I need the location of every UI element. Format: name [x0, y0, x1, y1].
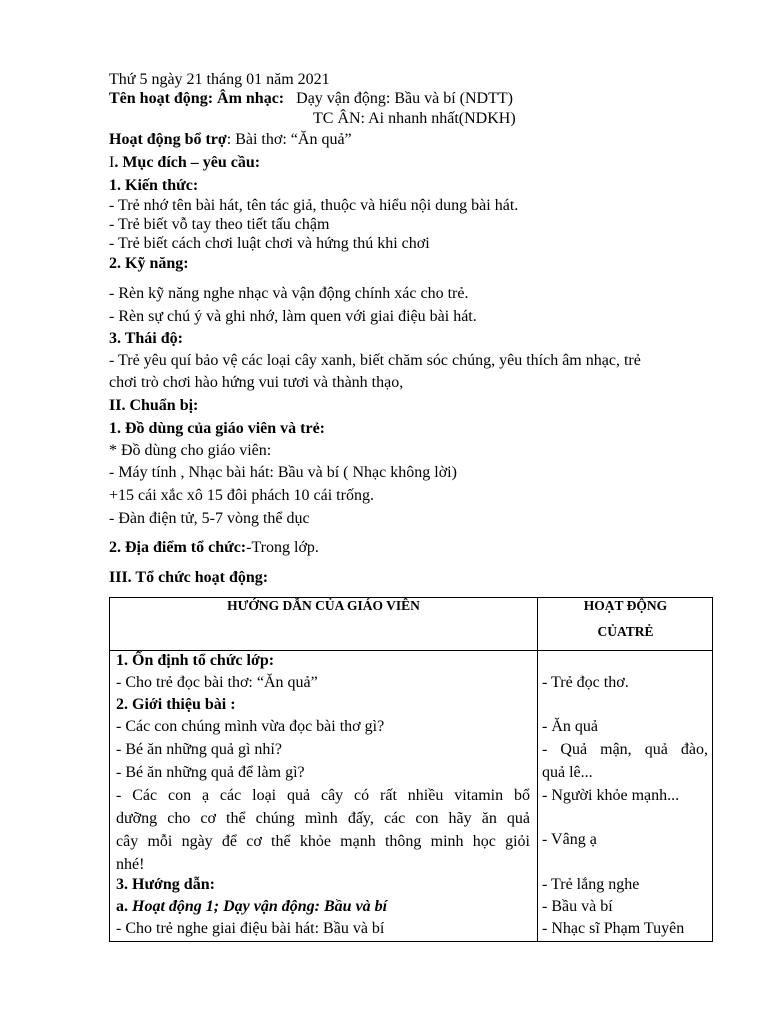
- skills-item: - Rèn kỹ năng nghe nhạc và vận động chính xác cho trẻ.: [109, 285, 469, 302]
- child-response: - Người khỏe mạnh...: [542, 787, 680, 804]
- section-3-title: III. Tổ chức hoạt động:: [109, 569, 269, 586]
- place-value: -Trong lớp.: [246, 539, 319, 556]
- knowledge-title: 1. Kiến thức:: [109, 177, 199, 194]
- knowledge-item: - Trẻ nhớ tên bài hát, tên tác giả, thuộc và hiểu nội dung bài hát.: [109, 197, 519, 214]
- teacher-line: dưỡng cho cơ thể chúng mình đấy, các con hãy ăn quả: [116, 810, 530, 827]
- step-stabilize-title: 1. Ổn định tổ chức lớp:: [116, 652, 275, 669]
- game-line: TC ÂN: Ai nhanh nhất(NDKH): [313, 110, 516, 127]
- child-response: - Bầu và bí: [542, 898, 613, 915]
- teacher-line: - Các con ạ các loại quả cây có rất nhiều vitamin bổ: [116, 787, 530, 804]
- attitude-title: 3. Thái độ:: [109, 330, 183, 347]
- attitude-item: chơi trò chơi hào hứng vui tươi và thành thạo,: [109, 374, 404, 391]
- skills-item: - Rèn sự chú ý và ghi nhớ, làm quen với giai điệu bài hát.: [109, 308, 477, 325]
- activity-table: [109, 597, 713, 942]
- tools-item: +15 cái xắc xô 15 đôi phách 10 cái trống.: [109, 487, 374, 504]
- activity-label: Tên hoạt động: Âm nhạc:: [109, 90, 285, 107]
- tools-item: * Đồ dùng cho giáo viên:: [109, 442, 272, 459]
- activity-1-title: a. Hoạt động 1; Dạy vận động: Bầu và bí: [116, 898, 388, 915]
- tools-item: - Máy tính , Nhạc bài hát: Bầu và bí ( Nhạc không lời): [109, 464, 457, 481]
- skills-title: 2. Kỹ năng:: [109, 255, 189, 272]
- teacher-line: - Bé ăn những quả để làm gì?: [116, 764, 305, 781]
- child-response: - Nhạc sĩ Phạm Tuyên: [542, 920, 685, 937]
- tools-title: 1. Đồ dùng của giáo viên và trẻ:: [109, 420, 325, 437]
- knowledge-item: - Trẻ biết cách chơi luật chơi và hứng thú khi chơi: [109, 235, 430, 252]
- tools-item: - Đàn điện tử, 5-7 vòng thể dục: [109, 510, 310, 527]
- activity-name: [109, 89, 513, 109]
- teacher-line: - Cho trẻ nghe giai điệu bài hát: Bầu và bí: [116, 920, 385, 937]
- place: [109, 538, 319, 558]
- support-activity: [109, 130, 352, 150]
- teacher-line: - Cho trẻ đọc bài thơ: “Ăn quả”: [116, 674, 318, 691]
- knowledge-item: - Trẻ biết vỗ tay theo tiết tấu chậm: [109, 216, 330, 233]
- support-label: Hoạt động bổ trợ: [109, 131, 227, 148]
- child-response: - Ăn quả: [542, 718, 598, 735]
- child-response: quả lê...: [542, 764, 593, 781]
- header-teacher: HƯỚNG DẪN CỦA GIÁO VIÊN: [227, 598, 420, 613]
- teacher-line: cây mỗi ngày để cơ thể khỏe mạnh thông minh học giỏi: [116, 833, 530, 850]
- place-label: 2. Địa điểm tổ chức:: [109, 539, 247, 556]
- header-child-1: HOẠT ĐỘNG: [583, 598, 668, 613]
- activity-value: Dạy vận động: Bầu và bí (NDTT): [296, 90, 513, 107]
- teacher-line: - Bé ăn những quả gì nhỉ?: [116, 741, 282, 758]
- section-1-title: I. Mục đích – yêu cầu:: [109, 154, 261, 171]
- lesson-date: Thứ 5 ngày 21 tháng 01 năm 2021: [109, 71, 330, 88]
- step-guide-title: 3. Hướng dẫn:: [116, 876, 215, 893]
- attitude-item: - Trẻ yêu quí bảo vệ các loại cây xanh, biết chăm sóc chúng, yêu thích âm nhạc, trẻ: [109, 352, 641, 369]
- step-intro-title: 2. Giới thiệu bài :: [116, 696, 236, 713]
- child-response: - Vâng ạ: [542, 831, 597, 848]
- child-response: - Quả mận, quả đào,: [542, 741, 708, 758]
- teacher-line: nhé!: [116, 856, 145, 873]
- section-2-title: II. Chuẩn bị:: [109, 397, 199, 414]
- child-response: - Trẻ lắng nghe: [542, 876, 640, 893]
- header-child-2: CỦATRẺ: [597, 624, 654, 639]
- support-value: : Bài thơ: “Ăn quả”: [226, 131, 352, 148]
- teacher-line: - Các con chúng mình vừa đọc bài thơ gì?: [116, 718, 385, 735]
- child-response: - Trẻ đọc thơ.: [542, 674, 629, 691]
